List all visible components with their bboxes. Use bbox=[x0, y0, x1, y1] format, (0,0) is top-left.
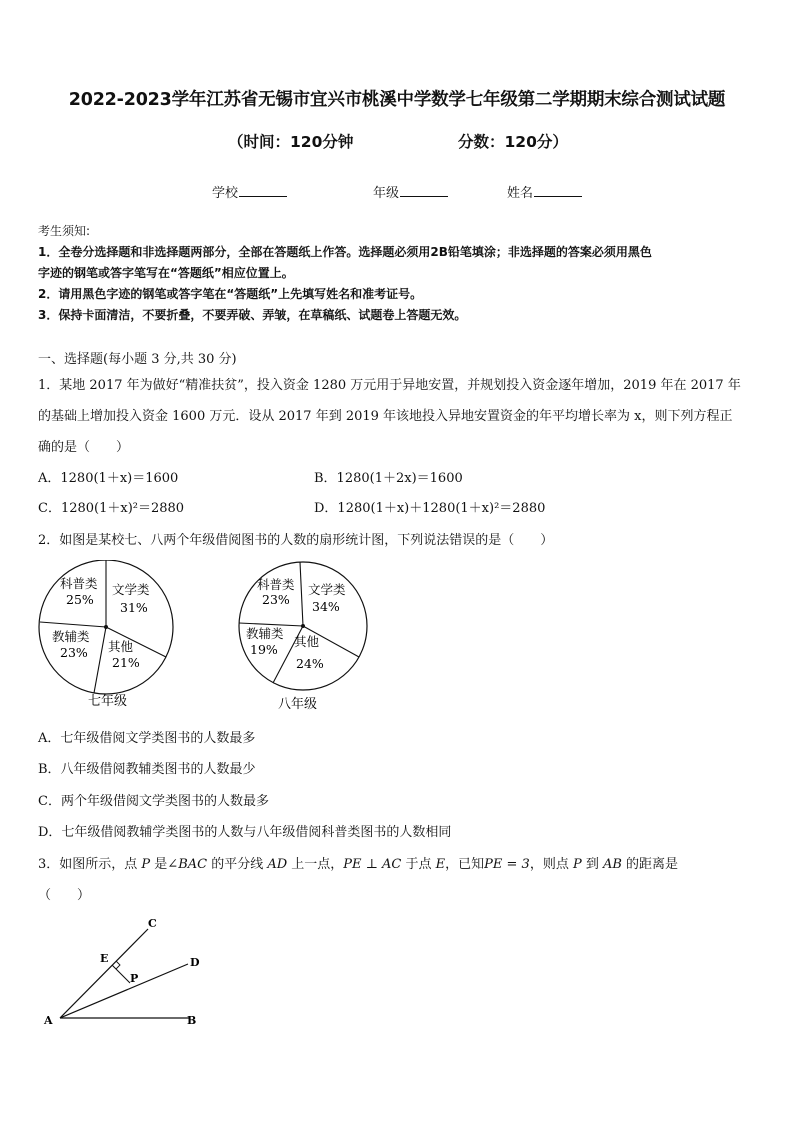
q3-line-ab: AB bbox=[602, 857, 622, 872]
exam-time: （时间：120分钟 bbox=[228, 133, 354, 151]
page-title: 2022-2023学年江苏省无锡市宜兴市桃溪中学数学七年级第二学期期末综合测试试题 bbox=[68, 90, 726, 110]
pie7-divider-4 bbox=[40, 622, 106, 627]
q1-option-c: C．1280(1＋x)²＝2880 bbox=[38, 501, 185, 516]
pie-grade7 bbox=[39, 560, 173, 709]
q3-point-e: E bbox=[435, 857, 446, 872]
pie7-center-dot bbox=[104, 625, 108, 629]
pie8-label-other: 其他 bbox=[294, 634, 320, 649]
q3-text-8: 到 bbox=[581, 857, 603, 872]
pie8-label-literature: 文学类 bbox=[308, 582, 346, 597]
notice-item-2: 2．请用黑色字迹的钢笔或答字笔在“答题纸”上先填写姓名和准考证号。 bbox=[38, 287, 423, 301]
notice-item-3: 3．保持卡面清洁，不要折叠，不要弄破、弄皱，在草稿纸、试题卷上答题无效。 bbox=[38, 308, 467, 322]
name-label: 姓名 bbox=[507, 186, 534, 201]
pie8-caption: 八年级 bbox=[278, 697, 318, 712]
q3-text-1: 3．如图所示，点 bbox=[38, 857, 142, 872]
notice-item-1: 1．全卷分选择题和非选择题两部分，全部在答题纸上作答。选择题必须用2B铅笔填涂；非选择题的答案必须用黑色 bbox=[38, 245, 652, 259]
q3-point-p: P bbox=[141, 857, 151, 872]
q3-equation: PE = 3 bbox=[484, 857, 530, 872]
q3-angle-bac: ∠BAC bbox=[167, 857, 208, 872]
pie8-pct-science: 23% bbox=[262, 592, 290, 607]
q1-line3: 确的是（ ） bbox=[38, 440, 130, 455]
q3-text-3: 的平分线 bbox=[207, 857, 268, 872]
segment-pe bbox=[112, 965, 130, 983]
q2-option-b: B．八年级借阅教辅类图书的人数最少 bbox=[38, 762, 256, 777]
q3-stem bbox=[38, 853, 678, 872]
pie7-label-science: 科普类 bbox=[60, 576, 98, 591]
pie8-divider-1 bbox=[300, 562, 303, 626]
notice-item-1-cont: 字迹的钢笔或答字笔写在“答题纸”相应位置上。 bbox=[38, 266, 294, 280]
q2-option-c: C．两个年级借阅文学类图书的人数最多 bbox=[38, 794, 269, 809]
q1-option-a: A．1280(1＋x)＝1600 bbox=[38, 471, 179, 486]
q3-text-6: ，已知 bbox=[445, 857, 485, 872]
q1-option-d: D．1280(1＋x)＋1280(1＋x)²＝2880 bbox=[314, 501, 546, 516]
q2-option-a: A．七年级借阅文学类图书的人数最多 bbox=[38, 731, 256, 746]
q1-option-b: B．1280(1＋2x)＝1600 bbox=[314, 471, 463, 486]
q3-point-p-2: P bbox=[572, 857, 582, 872]
pie7-pct-literature: 31% bbox=[120, 600, 148, 615]
pie8-pct-tutoring: 19% bbox=[250, 642, 278, 657]
section-heading: 一、选择题(每小题 3 分,共 30 分) bbox=[38, 352, 237, 367]
pie7-label-other: 其他 bbox=[108, 639, 134, 654]
pie7-divider-3 bbox=[94, 627, 106, 693]
pie8-pct-other: 24% bbox=[296, 656, 324, 671]
school-label: 学校 bbox=[212, 186, 239, 201]
label-a: A bbox=[44, 1014, 53, 1027]
q3-text-4: 上一点， bbox=[287, 857, 344, 872]
angle-bisector-figure bbox=[38, 910, 218, 1030]
pie8-label-tutoring: 教辅类 bbox=[246, 626, 284, 641]
q3-perp: PE ⊥ AC bbox=[343, 857, 402, 872]
pie7-label-tutoring: 教辅类 bbox=[52, 629, 90, 644]
pie-grade8 bbox=[239, 562, 367, 712]
school-field bbox=[212, 182, 287, 201]
pie7-label-literature: 文学类 bbox=[112, 582, 150, 597]
pie8-center-dot bbox=[301, 624, 305, 628]
notice-block bbox=[38, 221, 758, 326]
pie7-pct-tutoring: 23% bbox=[60, 645, 88, 660]
q3-text-5: 于点 bbox=[401, 857, 436, 872]
q3-line-ad: AD bbox=[267, 857, 288, 872]
q1-line1: 1．某地 2017 年为做好“精准扶贫”，投入资金 1280 万元用于异地安置，并规划投入资金逐年增加，2019 年在 2017 年 bbox=[38, 378, 741, 393]
label-d: D bbox=[190, 956, 200, 969]
school-blank bbox=[239, 184, 287, 197]
right-angle-mark bbox=[116, 961, 120, 969]
label-e: E bbox=[100, 952, 109, 965]
label-b: B bbox=[187, 1014, 197, 1027]
q3-text-7: ，则点 bbox=[529, 857, 573, 872]
pie7-pct-other: 21% bbox=[112, 655, 140, 670]
pie8-pct-literature: 34% bbox=[312, 599, 340, 614]
pie8-label-science: 科普类 bbox=[257, 577, 295, 592]
q2-option-d: D．七年级借阅教辅学类图书的人数与八年级借阅科普类图书的人数相同 bbox=[38, 825, 452, 840]
q3-text-2: 是 bbox=[150, 857, 168, 872]
name-blank bbox=[534, 184, 582, 197]
q2-stem: 2．如图是某校七、八两个年级借阅图书的人数的扇形统计图，下列说法错误的是（ ） bbox=[38, 533, 554, 548]
notice-heading: 考生须知: bbox=[38, 224, 91, 238]
grade-field bbox=[373, 182, 448, 201]
grade-blank bbox=[400, 184, 448, 197]
grade-label: 年级 bbox=[373, 186, 400, 201]
q1-line2: 的基础上增加投入资金 1600 万元．设从 2017 年到 2019 年该地投入异地安置资金的年平均增长率为 x，则下列方程正 bbox=[38, 409, 733, 424]
pie-charts-figure bbox=[30, 560, 370, 720]
q3-text-9: 的距离是 bbox=[621, 857, 679, 872]
exam-score: 分数：120分） bbox=[458, 133, 568, 151]
ray-ad bbox=[60, 964, 188, 1018]
name-field bbox=[507, 182, 582, 201]
q3-answer-blank: （ ） bbox=[38, 888, 91, 903]
pie7-pct-science: 25% bbox=[66, 592, 94, 607]
label-c: C bbox=[148, 917, 157, 930]
pie7-caption: 七年级 bbox=[88, 694, 128, 709]
label-p: P bbox=[130, 972, 139, 985]
